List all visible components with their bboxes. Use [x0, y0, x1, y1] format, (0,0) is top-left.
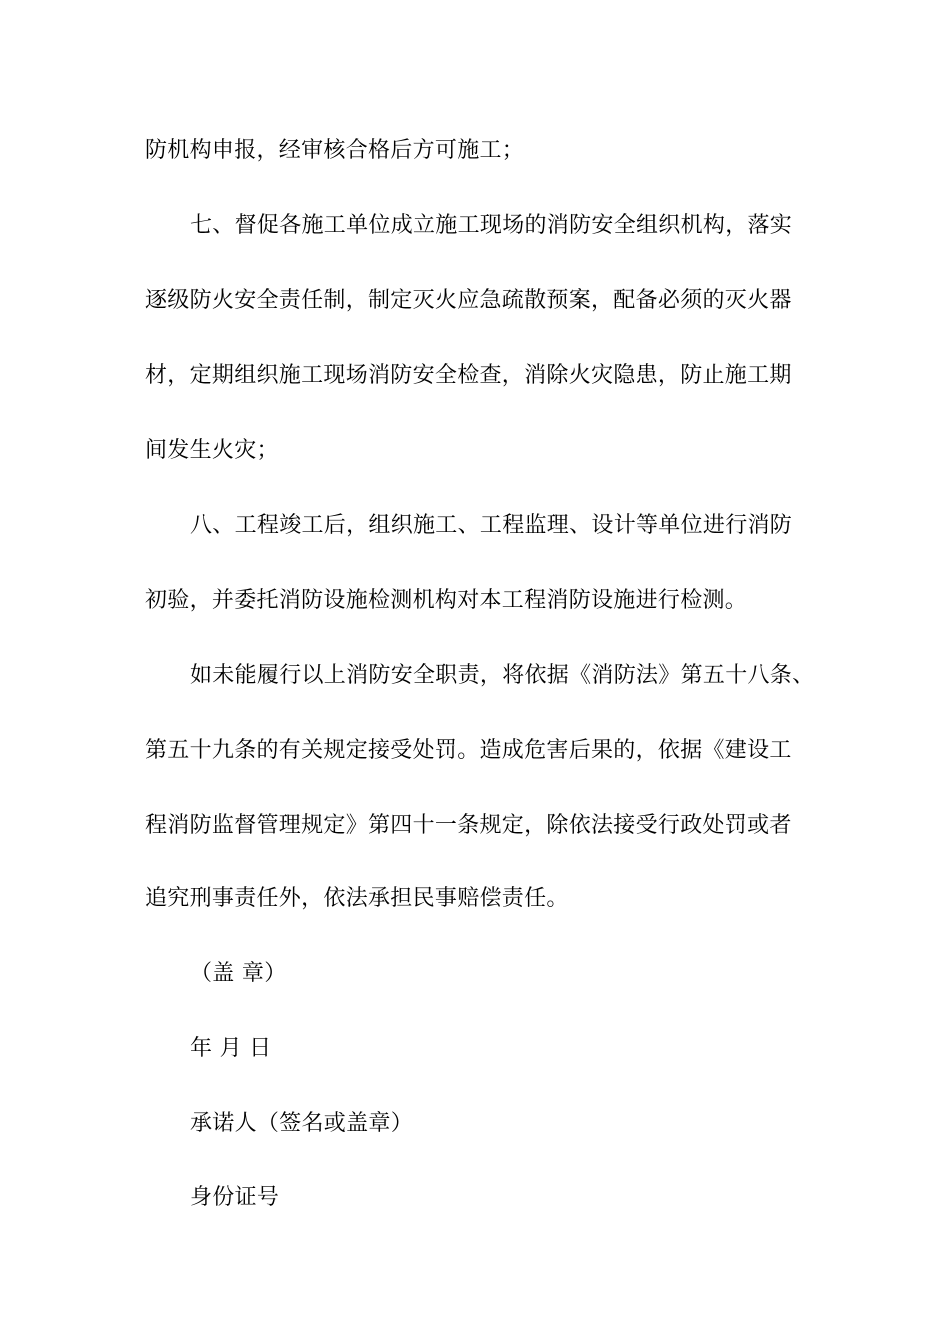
clause-eight-line: 八、工程竣工后，组织施工、工程监理、设计等单位进行消防 [190, 513, 793, 538]
seal-label: （盖 章） [190, 961, 287, 986]
clause-seven-line: 七、督促各施工单位成立施工现场的消防安全组织机构，落实 [190, 213, 793, 238]
body-line: 间发生火灾； [145, 438, 279, 463]
body-line: 追究刑事责任外，依法承担民事赔偿责任。 [145, 886, 569, 911]
date-label: 年 月 日 [190, 1036, 272, 1061]
body-line: 程消防监督管理规定》第四十一条规定，除依法接受行政处罚或者 [145, 813, 792, 838]
id-number-label: 身份证号 [190, 1185, 280, 1210]
promisor-label: 承诺人（签名或盖章） [190, 1111, 414, 1136]
body-line: 第五十九条的有关规定接受处罚。造成危害后果的，依据《建设工 [145, 738, 792, 763]
body-line: 材，定期组织施工现场消防安全检查，消除火灾隐患，防止施工期 [145, 363, 792, 388]
body-line: 逐级防火安全责任制，制定灭火应急疏散预案，配备必须的灭火器 [145, 288, 792, 313]
body-line: 初验，并委托消防设施检测机构对本工程消防设施进行检测。 [145, 588, 748, 613]
liability-line: 如未能履行以上消防安全职责，将依据《消防法》第五十八条、 [190, 663, 815, 688]
body-line: 防机构申报，经审核合格后方可施工； [145, 138, 525, 163]
